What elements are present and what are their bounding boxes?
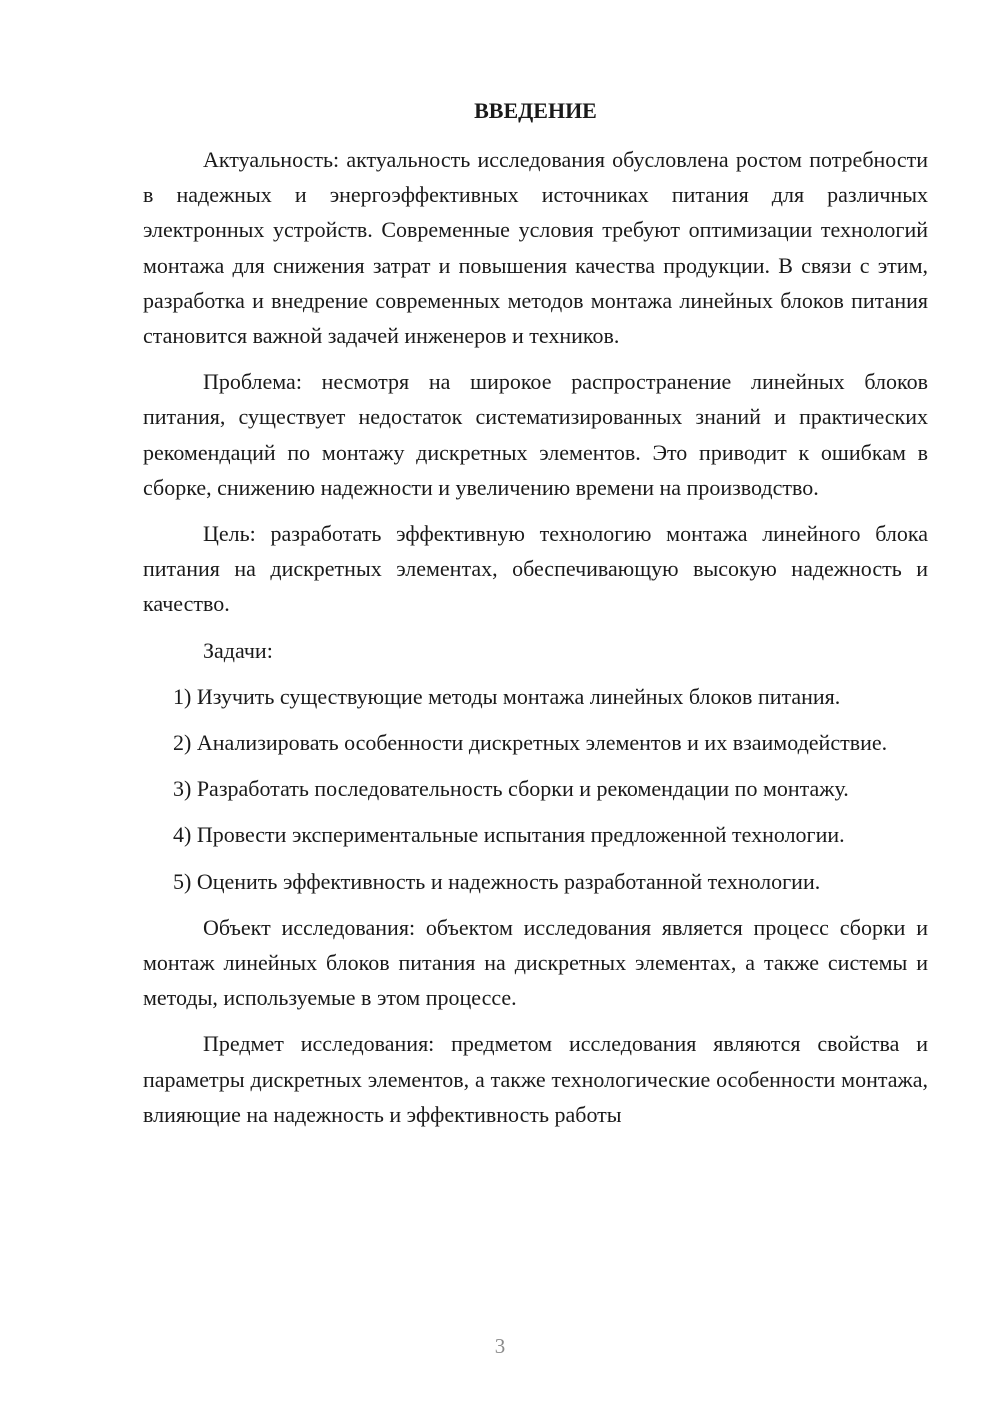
document-body: [143, 142, 928, 1143]
paragraph-subject: Предмет исследования: предметом исследования являются свойства и параметры дискретных элементов, а также технологические особенности монтажа, влияющие на надежность и эффективность работы: [143, 1031, 928, 1127]
task-item: 4) Провести экспериментальные испытания предложенной технологии.: [173, 822, 845, 848]
task-item: 5) Оценить эффективность и надежность разработанной технологии.: [173, 868, 821, 894]
task-item: 1) Изучить существующие методы монтажа линейных блоков питания.: [173, 683, 841, 709]
paragraph-goal: Цель: разработать эффективную технологию монтажа линейного блока питания на дискретных элементах, обеспечивающую высокую надежность и качество.: [143, 521, 928, 617]
paragraph-problem: Проблема: несмотря на широкое распространение линейных блоков питания, существует недостаток систематизированных знаний и практических рекомендаций по монтажу дискретных элементов. Это приводит к ошибкам в сборке, снижению надежности и увеличению времени на производство.: [143, 369, 928, 500]
paragraph-relevance: Актуальность: актуальность исследования обусловлена ростом потребности в надежных и энергоэффективных источниках питания для различных электронных устройств. Современные условия требуют оптимизации технологий монтажа для снижения затрат и повышения качества продукции. В связи с этим, разработка и внедрение современных методов монтажа линейных блоков питания становится важной задачей инженеров и техников.: [143, 147, 928, 349]
tasks-label: Задачи:: [203, 637, 273, 663]
page-title: ВВЕДЕНИЕ: [474, 98, 597, 123]
task-item: 2) Анализировать особенности дискретных элементов и их взаимодействие.: [173, 730, 888, 756]
paragraph-object: Объект исследования: объектом исследования является процесс сборки и монтаж линейных блоков питания на дискретных элементах, а также системы и методы, используемые в этом процессе.: [143, 914, 928, 1011]
page-number: 3: [494, 1334, 506, 1358]
task-item: 3) Разработать последовательность сборки и рекомендации по монтажу.: [173, 776, 849, 802]
